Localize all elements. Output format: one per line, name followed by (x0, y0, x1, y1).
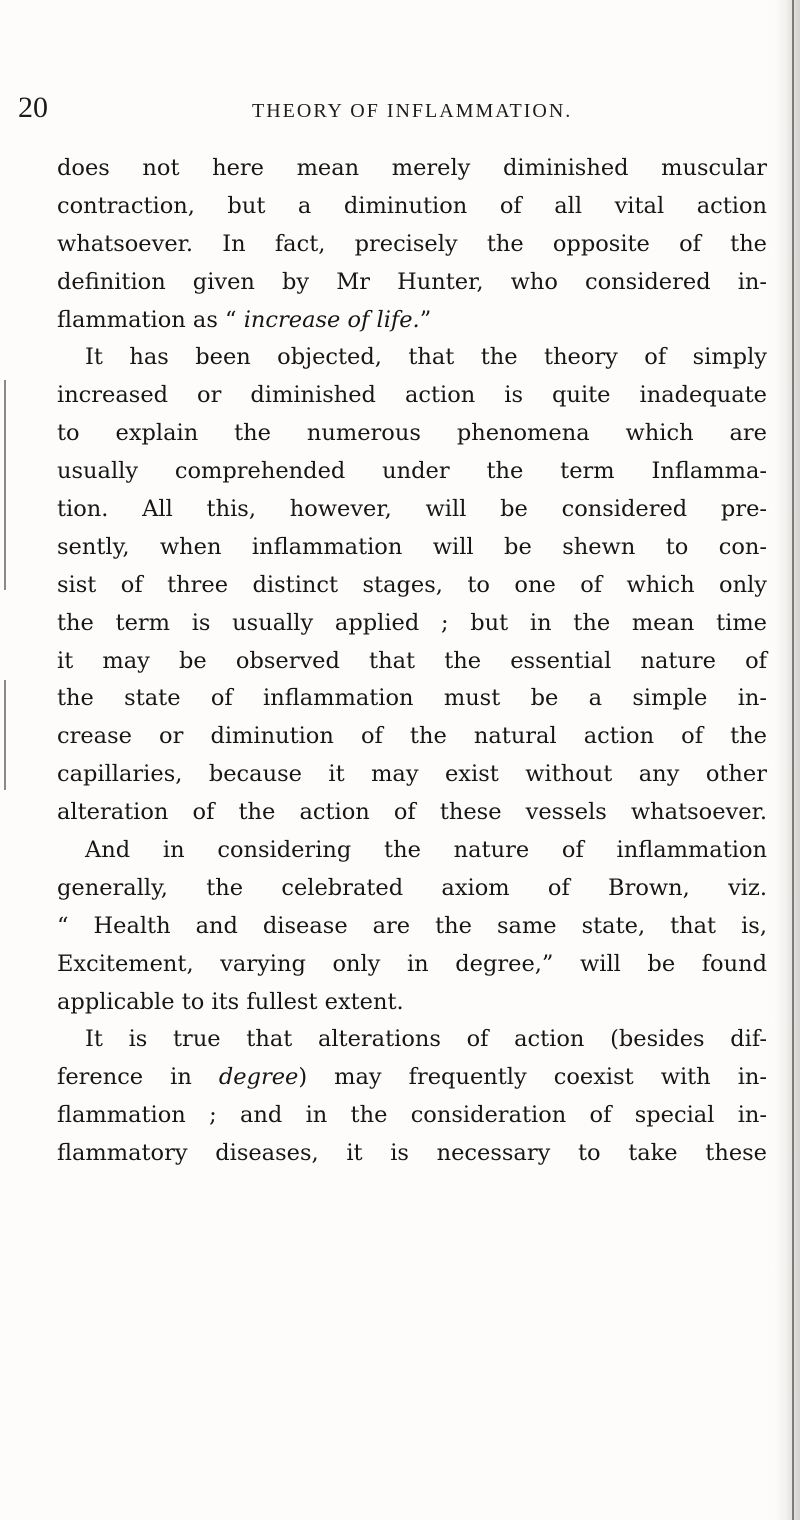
text-line: to explain the numerous phenomena which are (57, 420, 767, 447)
text-span: ference in (57, 1064, 219, 1091)
text-span: ) may frequently coexist with in- (298, 1064, 767, 1091)
body-text (57, 150, 767, 1173)
text-line: Excitement, varying only in degree,” will be found (57, 950, 767, 977)
text-line: tion. All this, however, will be considered pre- (57, 496, 767, 523)
text-span: ” (419, 306, 432, 333)
text-line: increased or diminished action is quite inadequate (57, 382, 767, 409)
text-line: And in considering the nature of inflammation (85, 837, 767, 864)
text-line: “ Health and disease are the same state, that is, (57, 912, 767, 939)
text-line: applicable to its fullest extent. (57, 988, 404, 1015)
text-line: the state of inflammation must be a simple in- (57, 685, 767, 712)
text-line: whatsoever. In fact, precisely the opposite of the (57, 230, 767, 257)
text-line: It has been objected, that the theory of simply (85, 344, 767, 371)
text-line (57, 302, 767, 340)
page-edge-line (792, 0, 794, 1520)
text-line: capillaries, because it may exist without any other (57, 761, 767, 788)
text-line: sist of three distinct stages, to one of which only (57, 571, 767, 598)
text-span: flammation as “ (57, 306, 244, 333)
text-line: does not here mean merely diminished muscular (57, 155, 767, 181)
text-line: the term is usually applied ; but in the mean time (57, 609, 767, 636)
margin-mark (4, 680, 6, 790)
italic-phrase: degree (218, 1064, 299, 1091)
text-line: usually comprehended under the term Inflamma- (57, 458, 767, 485)
text-line: sently, when inflammation will be shewn to con- (57, 533, 767, 560)
italic-phrase: increase of life. (243, 306, 420, 333)
text-line: generally, the celebrated axiom of Brown, viz. (57, 874, 767, 901)
text-line: It is true that alterations of action (besides dif- (85, 1026, 767, 1053)
margin-mark (4, 380, 6, 590)
text-line: flammation ; and in the consideration of special in- (57, 1102, 767, 1129)
running-title: THEORY OF INFLAMMATION. (252, 100, 573, 122)
text-line: definition given by Mr Hunter, who considered in- (57, 268, 767, 295)
text-line: alteration of the action of these vessels whatsoever. (57, 799, 767, 826)
text-line: it may be observed that the essential nature of (57, 647, 767, 674)
text-line (57, 1059, 767, 1097)
page-number: 20 (18, 91, 48, 124)
text-line: contraction, but a diminution of all vital action (57, 192, 767, 219)
page-edge-shadow (774, 0, 800, 1520)
text-line: flammatory diseases, it is necessary to take these (57, 1140, 767, 1167)
text-line: crease or diminution of the natural action of the (57, 723, 767, 750)
